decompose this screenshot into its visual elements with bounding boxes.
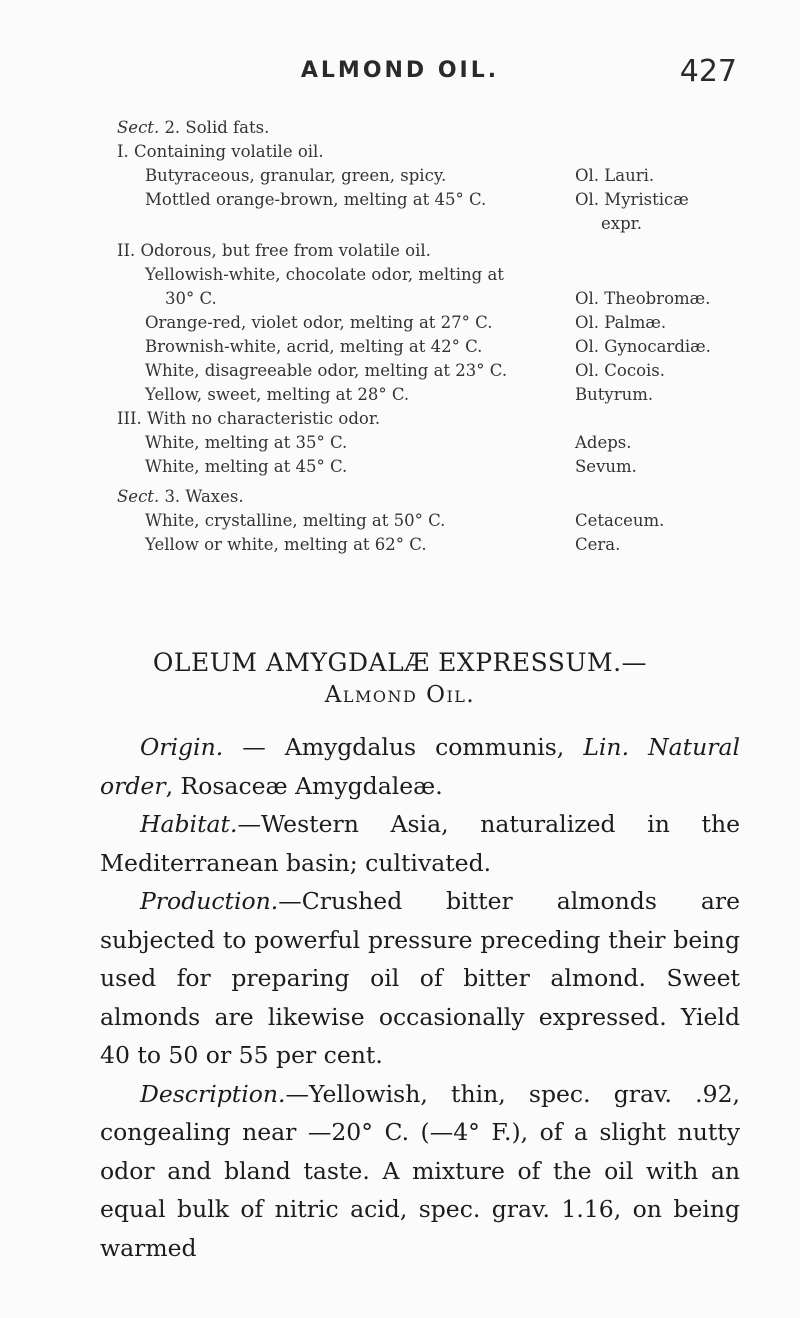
row-name: Cetaceum. <box>575 511 665 530</box>
row-name: Ol. Palmæ. <box>575 313 667 332</box>
row-desc: Yellow, sweet, melting at 28° C. <box>145 385 410 404</box>
row-desc: Yellow or white, melting at 62° C. <box>145 535 427 554</box>
row-name: Ol. Theobromæ. <box>575 289 711 308</box>
row-name: Ol. Cocois. <box>575 361 666 380</box>
row-name: Ol. Myristicæ <box>575 190 689 209</box>
habitat-paragraph: Habitat.—Western Asia, naturalized in the Mediterranean basin; cultivated. <box>100 810 740 877</box>
row-name: Butyrum. <box>575 385 654 404</box>
row-name: Cera. <box>575 535 621 554</box>
row-name: Sevum. <box>575 457 637 476</box>
row-name: Adeps. <box>575 433 632 452</box>
row-desc: White, melting at 35° C. <box>145 433 348 452</box>
section-heading-waxes: Sect. 3. Waxes. <box>117 487 244 506</box>
row-desc-continued: 30° C. <box>165 289 217 308</box>
article-subheading: Almond Oil. <box>324 682 476 708</box>
row-name-continued: expr. <box>601 214 642 233</box>
group-title: II. Odorous, but free from volatile oil. <box>117 241 431 260</box>
page-number: 427 <box>679 54 737 89</box>
row-desc: Yellowish-white, chocolate odor, melting at <box>145 265 504 284</box>
row-desc: Butyraceous, granular, green, spicy. <box>145 166 447 185</box>
row-desc: Mottled orange-brown, melting at 45° C. <box>145 190 487 209</box>
production-paragraph: Production.—Crushed bitter almonds are subjected to powerful pressure preceding their being used for preparing oil of bitter almond. Sweet almonds are likewise occasionally expressed. Yield 40 to 50 or 55 per cent. <box>100 887 740 1069</box>
description-paragraph: Description.—Yellowish, thin, spec. grav. .92, congealing near —20° C. (—4° F.), of a slight nutty odor and bland taste. A mixture of the oil with an equal bulk of nitric acid, spec. grav. 1.16, on being warmed <box>100 1079 740 1262</box>
group-title: III. With no characteristic odor. <box>117 409 381 428</box>
article-body <box>100 728 740 1267</box>
origin-paragraph: Origin. — Amygdalus communis, Lin. Natural order, Rosaceæ Amygdaleæ. <box>100 733 740 800</box>
group-title: I. Containing volatile oil. <box>117 142 324 161</box>
article-heading: OLEUM AMYGDALÆ EXPRESSUM.— <box>152 648 648 677</box>
row-name: Ol. Gynocardiæ. <box>575 337 711 356</box>
section-heading-solid-fats: Sect. 2. Solid fats. <box>117 118 270 137</box>
row-desc: White, melting at 45° C. <box>145 457 348 476</box>
running-header-title: ALMOND OIL. <box>300 58 500 83</box>
row-desc: Orange-red, violet odor, melting at 27° C. <box>145 313 493 332</box>
row-name: Ol. Lauri. <box>575 166 655 185</box>
row-desc: White, crystalline, melting at 50° C. <box>145 511 446 530</box>
row-desc: White, disagreeable odor, melting at 23° C. <box>145 361 508 380</box>
row-desc: Brownish-white, acrid, melting at 42° C. <box>145 337 483 356</box>
